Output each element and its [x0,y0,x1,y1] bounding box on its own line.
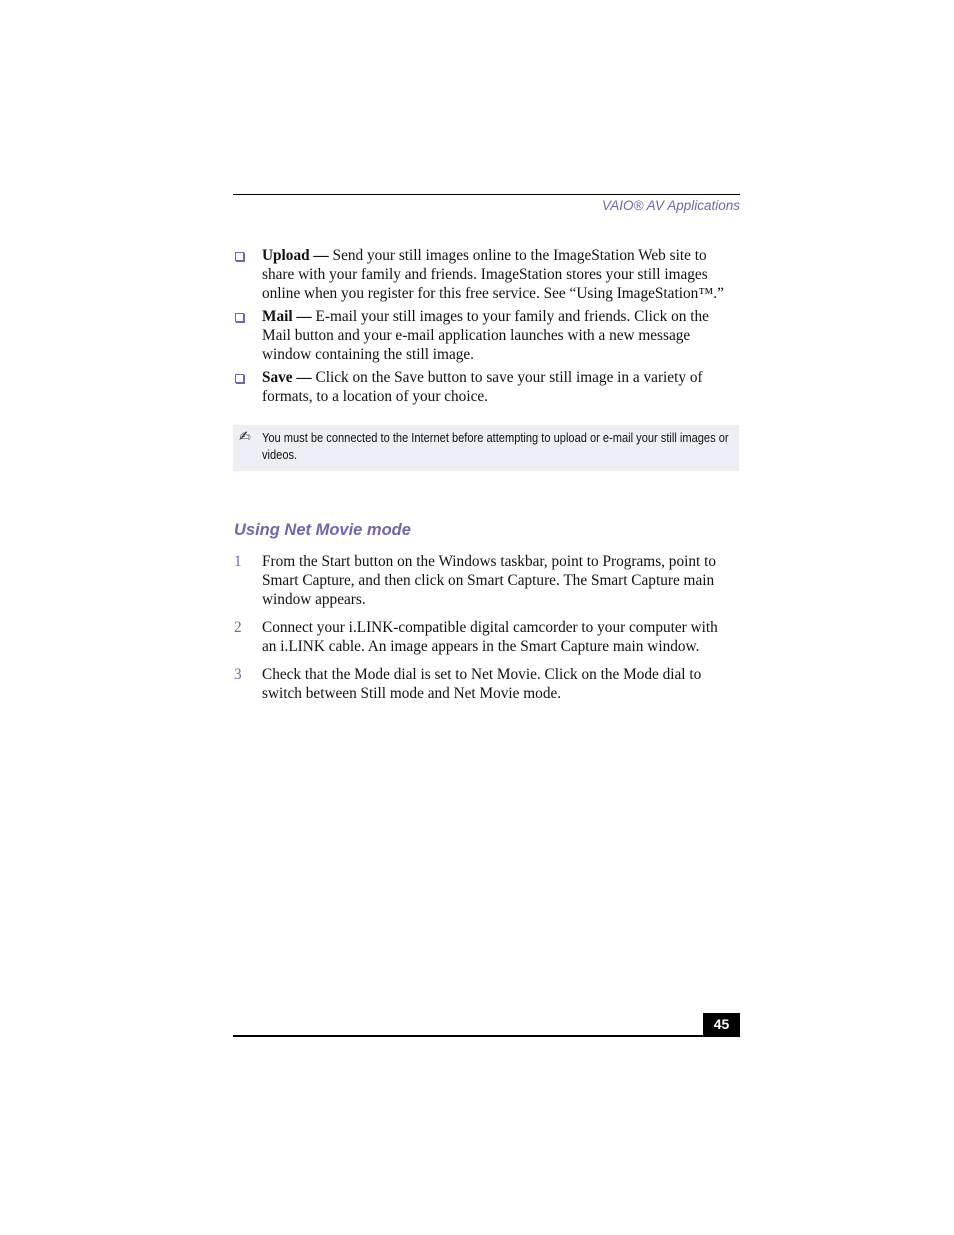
pencil-note-icon: ✍ [239,429,251,445]
list-item [233,307,733,364]
step-number: 2 [234,619,242,636]
bullet-term: Save — [262,369,312,386]
numbered-steps [233,552,733,712]
bullet-term: Upload — [262,247,329,264]
checkbox-bullet-icon [235,374,244,383]
page-number: 45 [703,1013,740,1036]
checkbox-bullet-icon [235,313,244,322]
step-number: 3 [234,666,242,683]
footer-rule [233,1035,740,1037]
header-rule [233,194,740,195]
step-text: From the Start button on the Windows taskbar, point to Programs, point to Smart Capture, and then click on Smart Capture. The Smart Capture main window appears. [262,553,716,608]
note-box [233,425,739,471]
step-text: Check that the Mode dial is set to Net Movie. Click on the Mode dial to switch between Still mode and Net Movie mode. [262,666,702,702]
list-item [233,246,733,303]
bullet-text: Send your still images online to the ImageStation Web site to share with your family and friends. ImageStation stores your still images online when you register for this free service. See “Using ImageStation™.” [262,247,724,302]
step-number: 1 [234,553,242,570]
step-item [233,552,733,609]
checkbox-bullet-icon [235,252,244,261]
list-item [233,368,733,406]
step-text: Connect your i.LINK-compatible digital camcorder to your computer with an i.LINK cable. An image appears in the Smart Capture main window. [262,619,718,655]
note-text: You must be connected to the Internet before attempting to upload or e-mail your still images or videos. [262,431,729,462]
bullet-text: E-mail your still images to your family and friends. Click on the Mail button and your e-mail application launches with a new message window containing the still image. [262,308,709,363]
bullet-list [233,246,733,410]
bullet-term: Mail — [262,308,312,325]
bullet-text: Click on the Save button to save your still image in a variety of formats, to a location of your choice. [262,369,703,405]
step-item [233,618,733,656]
section-title: Using Net Movie mode [234,521,411,539]
running-header: VAIO® AV Applications [601,198,740,213]
step-item [233,665,733,703]
